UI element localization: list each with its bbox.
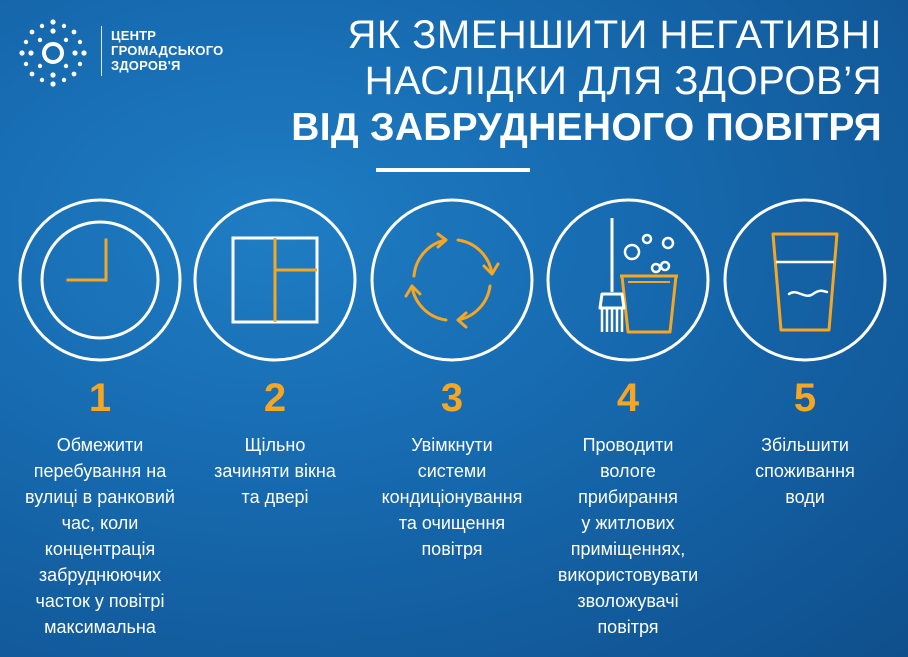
dot-pattern-logo-icon (18, 18, 88, 88)
step-number: 5 (793, 376, 817, 420)
brand-name-line-1: ЦЕНТР (111, 28, 157, 43)
window-icon (191, 196, 359, 364)
title-line-3: ВІД ЗАБРУДНЕНОГО ПОВІТРЯ (291, 106, 882, 149)
step-description: Збільшити споживання води (755, 435, 855, 507)
page-title (291, 12, 882, 152)
step-number: 4 (616, 376, 640, 420)
title-line-2: НАСЛІДКИ ДЛЯ ЗДОРОВ’Я (364, 59, 882, 103)
brand-name-line-3: ЗДОРОВ'Я (111, 58, 181, 73)
step-description: Щільно зачиняти вікна та двері (214, 435, 336, 507)
brand-name-line-2: ГРОМАДСЬКОГО (111, 43, 224, 58)
broom-bucket-icon (544, 196, 712, 364)
step-number: 1 (88, 376, 112, 420)
brand-name (111, 28, 223, 73)
glass-of-water-icon (721, 196, 889, 364)
step-description: Увімкнути системи кондиціонування та очищення повітря (381, 435, 523, 559)
logo-divider (101, 26, 102, 76)
recycle-arrows-icon (368, 196, 536, 364)
step-number: 2 (263, 376, 287, 420)
step-description: Обмежити перебування на вулиці в ранковий час, коли концентрація забруднюючих часток у повітрі максимальна (25, 435, 175, 637)
clock-icon (16, 196, 184, 364)
title-line-1: ЯК ЗМЕНШИТИ НЕГАТИВНІ (347, 13, 882, 57)
title-underline (376, 168, 530, 172)
step-number: 3 (440, 376, 464, 420)
step-description: Проводити вологе прибирання у житлових приміщеннях, використовувати зволожувачі повітря (557, 435, 699, 637)
